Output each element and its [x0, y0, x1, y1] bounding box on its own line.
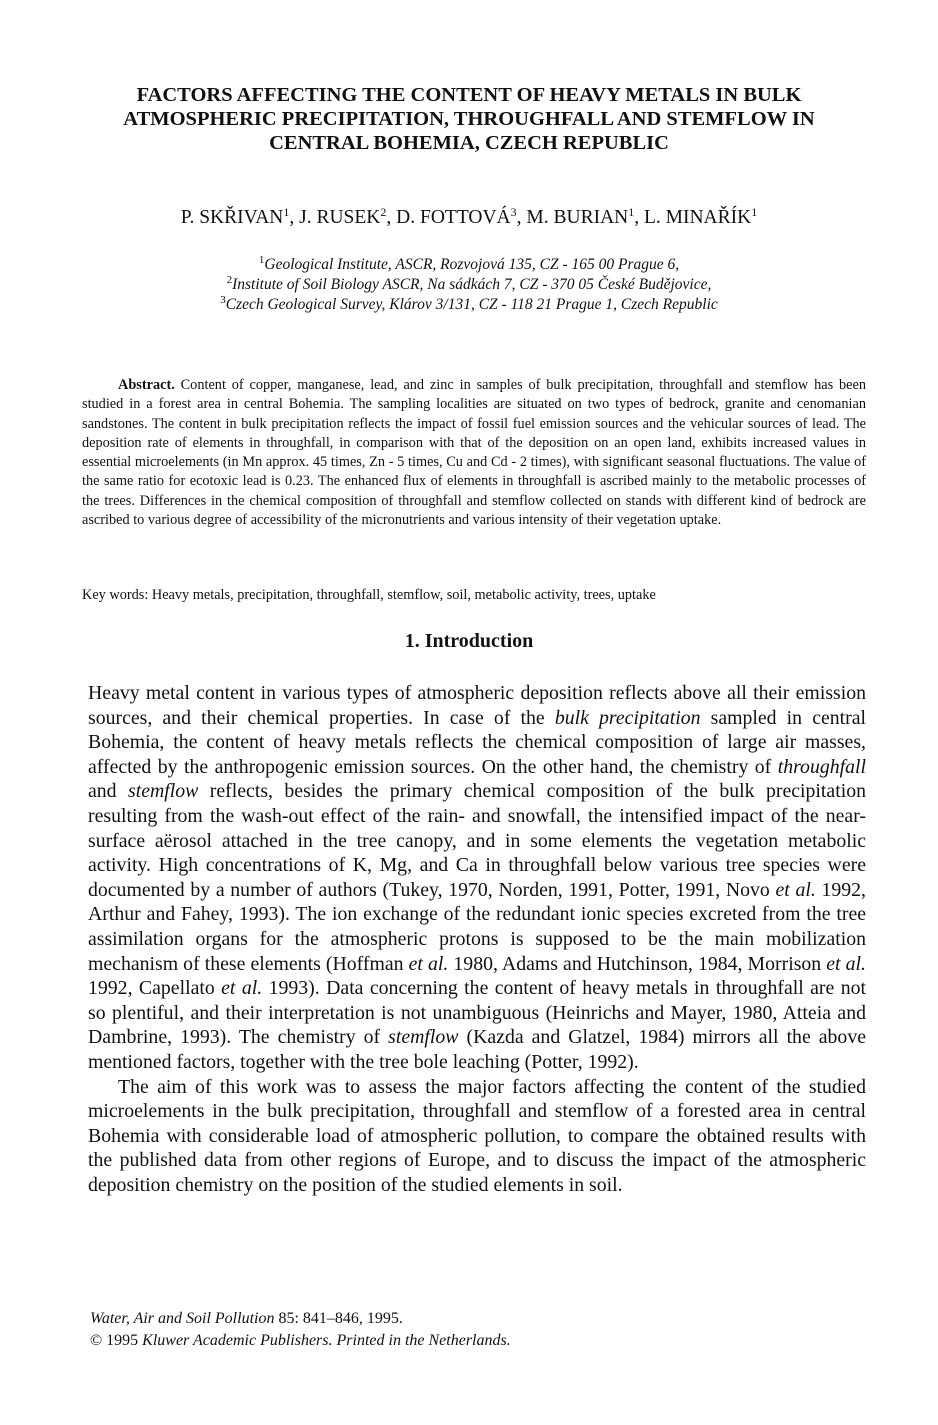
copyright-year: © 1995 — [90, 1332, 143, 1349]
author-separator: , — [289, 207, 300, 228]
abstract-paragraph — [82, 376, 866, 530]
affiliation-mark: 2 — [226, 274, 233, 286]
title-line: CENTRAL BOHEMIA, CZECH REPUBLIC — [269, 132, 669, 154]
affiliation-list — [0, 255, 938, 315]
page-footer — [90, 1308, 511, 1352]
author-name: M. BURIAN — [526, 207, 629, 228]
author-affiliation-mark: 2 — [380, 205, 387, 219]
italic-term: throughfall — [777, 755, 866, 778]
text-run: and — [88, 780, 129, 803]
author-name: D. FOTTOVÁ — [396, 207, 511, 228]
journal-citation — [90, 1308, 511, 1330]
italic-term: stemflow — [388, 1026, 459, 1049]
keywords: Key words: Heavy metals, precipitation, throughfall, stemflow, soil, metabolic activity, trees, uptake — [82, 587, 656, 603]
author-name: J. RUSEK — [299, 207, 381, 228]
author-separator: , — [386, 207, 397, 228]
affiliation-text: Czech Geological Survey, Klárov 3/131, CZ - 118 21 Prague 1, Czech Republic — [225, 296, 718, 313]
italic-term: et al. — [221, 977, 263, 1000]
author-affiliation-mark: 3 — [510, 205, 517, 219]
affiliation-text: Institute of Soil Biology ASCR, Na sádkách 7, CZ - 370 05 České Budějovice, — [232, 276, 712, 293]
author-separator: , — [516, 207, 527, 228]
italic-term: et al. — [826, 952, 866, 975]
text-run: 1980, Adams and Hutchinson, 1984, Morrison — [448, 952, 827, 975]
paper-title — [95, 83, 843, 155]
author-name: P. SKŘIVAN — [180, 207, 284, 228]
italic-term: bulk precipitation — [554, 706, 701, 729]
text-run: 1992, Arthur and Fahey, 1993). The ion exchange of the redundant ionic species excreted from the tree assimilation organs for the atmospheric protons is supposed to be the main mobilization mechanism of these elements (Hoffman — [88, 878, 867, 975]
affiliation — [0, 295, 938, 315]
author-list — [0, 207, 938, 229]
abstract-text: Content of copper, manganese, lead, and zinc in samples of bulk precipitation, throughfall and stemflow has been studied in a forest area in central Bohemia. The sampling localities are situated on two types of bedrock, granite and cenomanian sandstones. The content in bulk precipitation reflects the impact of fossil fuel emission sources and the vehicular sources of lead. The deposition rate of elements in throughfall, in comparison with that of the deposition on an open land, exhibits increased values in essential microelements (in Mn approx. 45 times, Zn - 5 times, Cu and Cd - 2 times), with significant seasonal fluctuations. The value of the same ratio for ecotoxic lead is 0.23. The enhanced flux of elements in throughfall is ascribed mainly to the metabolic processes of the trees. Differences in the chemical composition of throughfall and stemflow collected on stands with different kind of bedrock are ascribed to various degree of accessibility of the micronutrients and various intensity of their vegetation uptake. — [82, 377, 867, 529]
section-heading: 1. Introduction — [404, 630, 534, 652]
abstract — [82, 376, 866, 530]
affiliation-text: Geological Institute, ASCR, Rozvojová 135, CZ - 165 00 Prague 6, — [264, 256, 680, 273]
title-line: ATMOSPHERIC PRECIPITATION, THROUGHFALL AND STEMFLOW IN — [123, 108, 815, 130]
author-affiliation-mark: 1 — [283, 205, 290, 219]
italic-term: et al. — [408, 952, 449, 975]
text-run: 1992, Capellato — [88, 977, 222, 1000]
affiliation-mark: 3 — [220, 294, 226, 306]
italic-term: stemflow — [128, 780, 199, 803]
affiliation-mark: 1 — [258, 254, 265, 266]
body-paragraph — [88, 1075, 866, 1198]
introduction-body — [88, 681, 866, 1197]
publisher: Kluwer Academic Publishers. Printed in the Netherlands. — [142, 1332, 511, 1349]
journal-name: Water, Air and Soil Pollution — [90, 1310, 275, 1327]
abstract-label: Abstract. — [118, 377, 175, 393]
author-name: L. MINAŘÍK — [643, 207, 752, 228]
text-run: reflects, besides the primary chemical composition of the bulk precipitation resulting from the wash-out effect of the rain- and snowfall, the intensified impact of the near-surface aërosol attached in the tree canopy, and in some elements the vegetation metabolic activity. High concentrations of K, Mg, and Ca in throughfall below various tree species were documented by a number of authors (Tukey, 1970, Norden, 1991, Potter, 1991, Novo — [88, 780, 866, 901]
text-run: sampled in central Bohemia, the content of heavy metals reflects the chemical composition of large air masses, affected by the anthropogenic emission sources. On the other hand, the chemistry of — [88, 706, 867, 778]
journal-volume: 85 — [278, 1310, 295, 1327]
italic-term: et al. — [775, 878, 816, 901]
author-affiliation-mark: 1 — [751, 205, 758, 219]
affiliation — [0, 275, 938, 295]
text-run: (Kazda and Glatzel, 1984) mirrors all the above mentioned factors, together with the tree bole leaching (Potter, 1992). — [88, 1026, 866, 1073]
author-affiliation-mark: 1 — [628, 205, 635, 219]
text-run: 1993). Data concerning the content of heavy metals in throughfall are not so plentiful, and their interpretation is not unambiguous (Heinrichs and Mayer, 1980, Atteia and Dambrine, 1993). The chemistry of — [88, 977, 866, 1049]
affiliation — [0, 255, 938, 275]
title-line: FACTORS AFFECTING THE CONTENT OF HEAVY METALS IN BULK — [136, 84, 802, 106]
author-separator: , — [634, 207, 644, 228]
body-paragraph — [88, 681, 866, 1075]
copyright-line — [90, 1330, 511, 1352]
text-run: The aim of this work was to assess the major factors affecting the content of the studied microelements in the bulk precipitation, throughfall and stemflow of a forested area in central Bohemia with considerable load of atmospheric pollution, to compare the obtained results with the published data from other regions of Europe, and to discuss the impact of the atmospheric deposition chemistry on the position of the studied elements in soil. — [88, 1075, 866, 1196]
journal-pages: : 841–846, 1995. — [294, 1310, 403, 1327]
text-run: Heavy metal content in various types of atmospheric deposition reflects above all their emission sources, and their chemical properties. In case of the — [88, 682, 866, 729]
